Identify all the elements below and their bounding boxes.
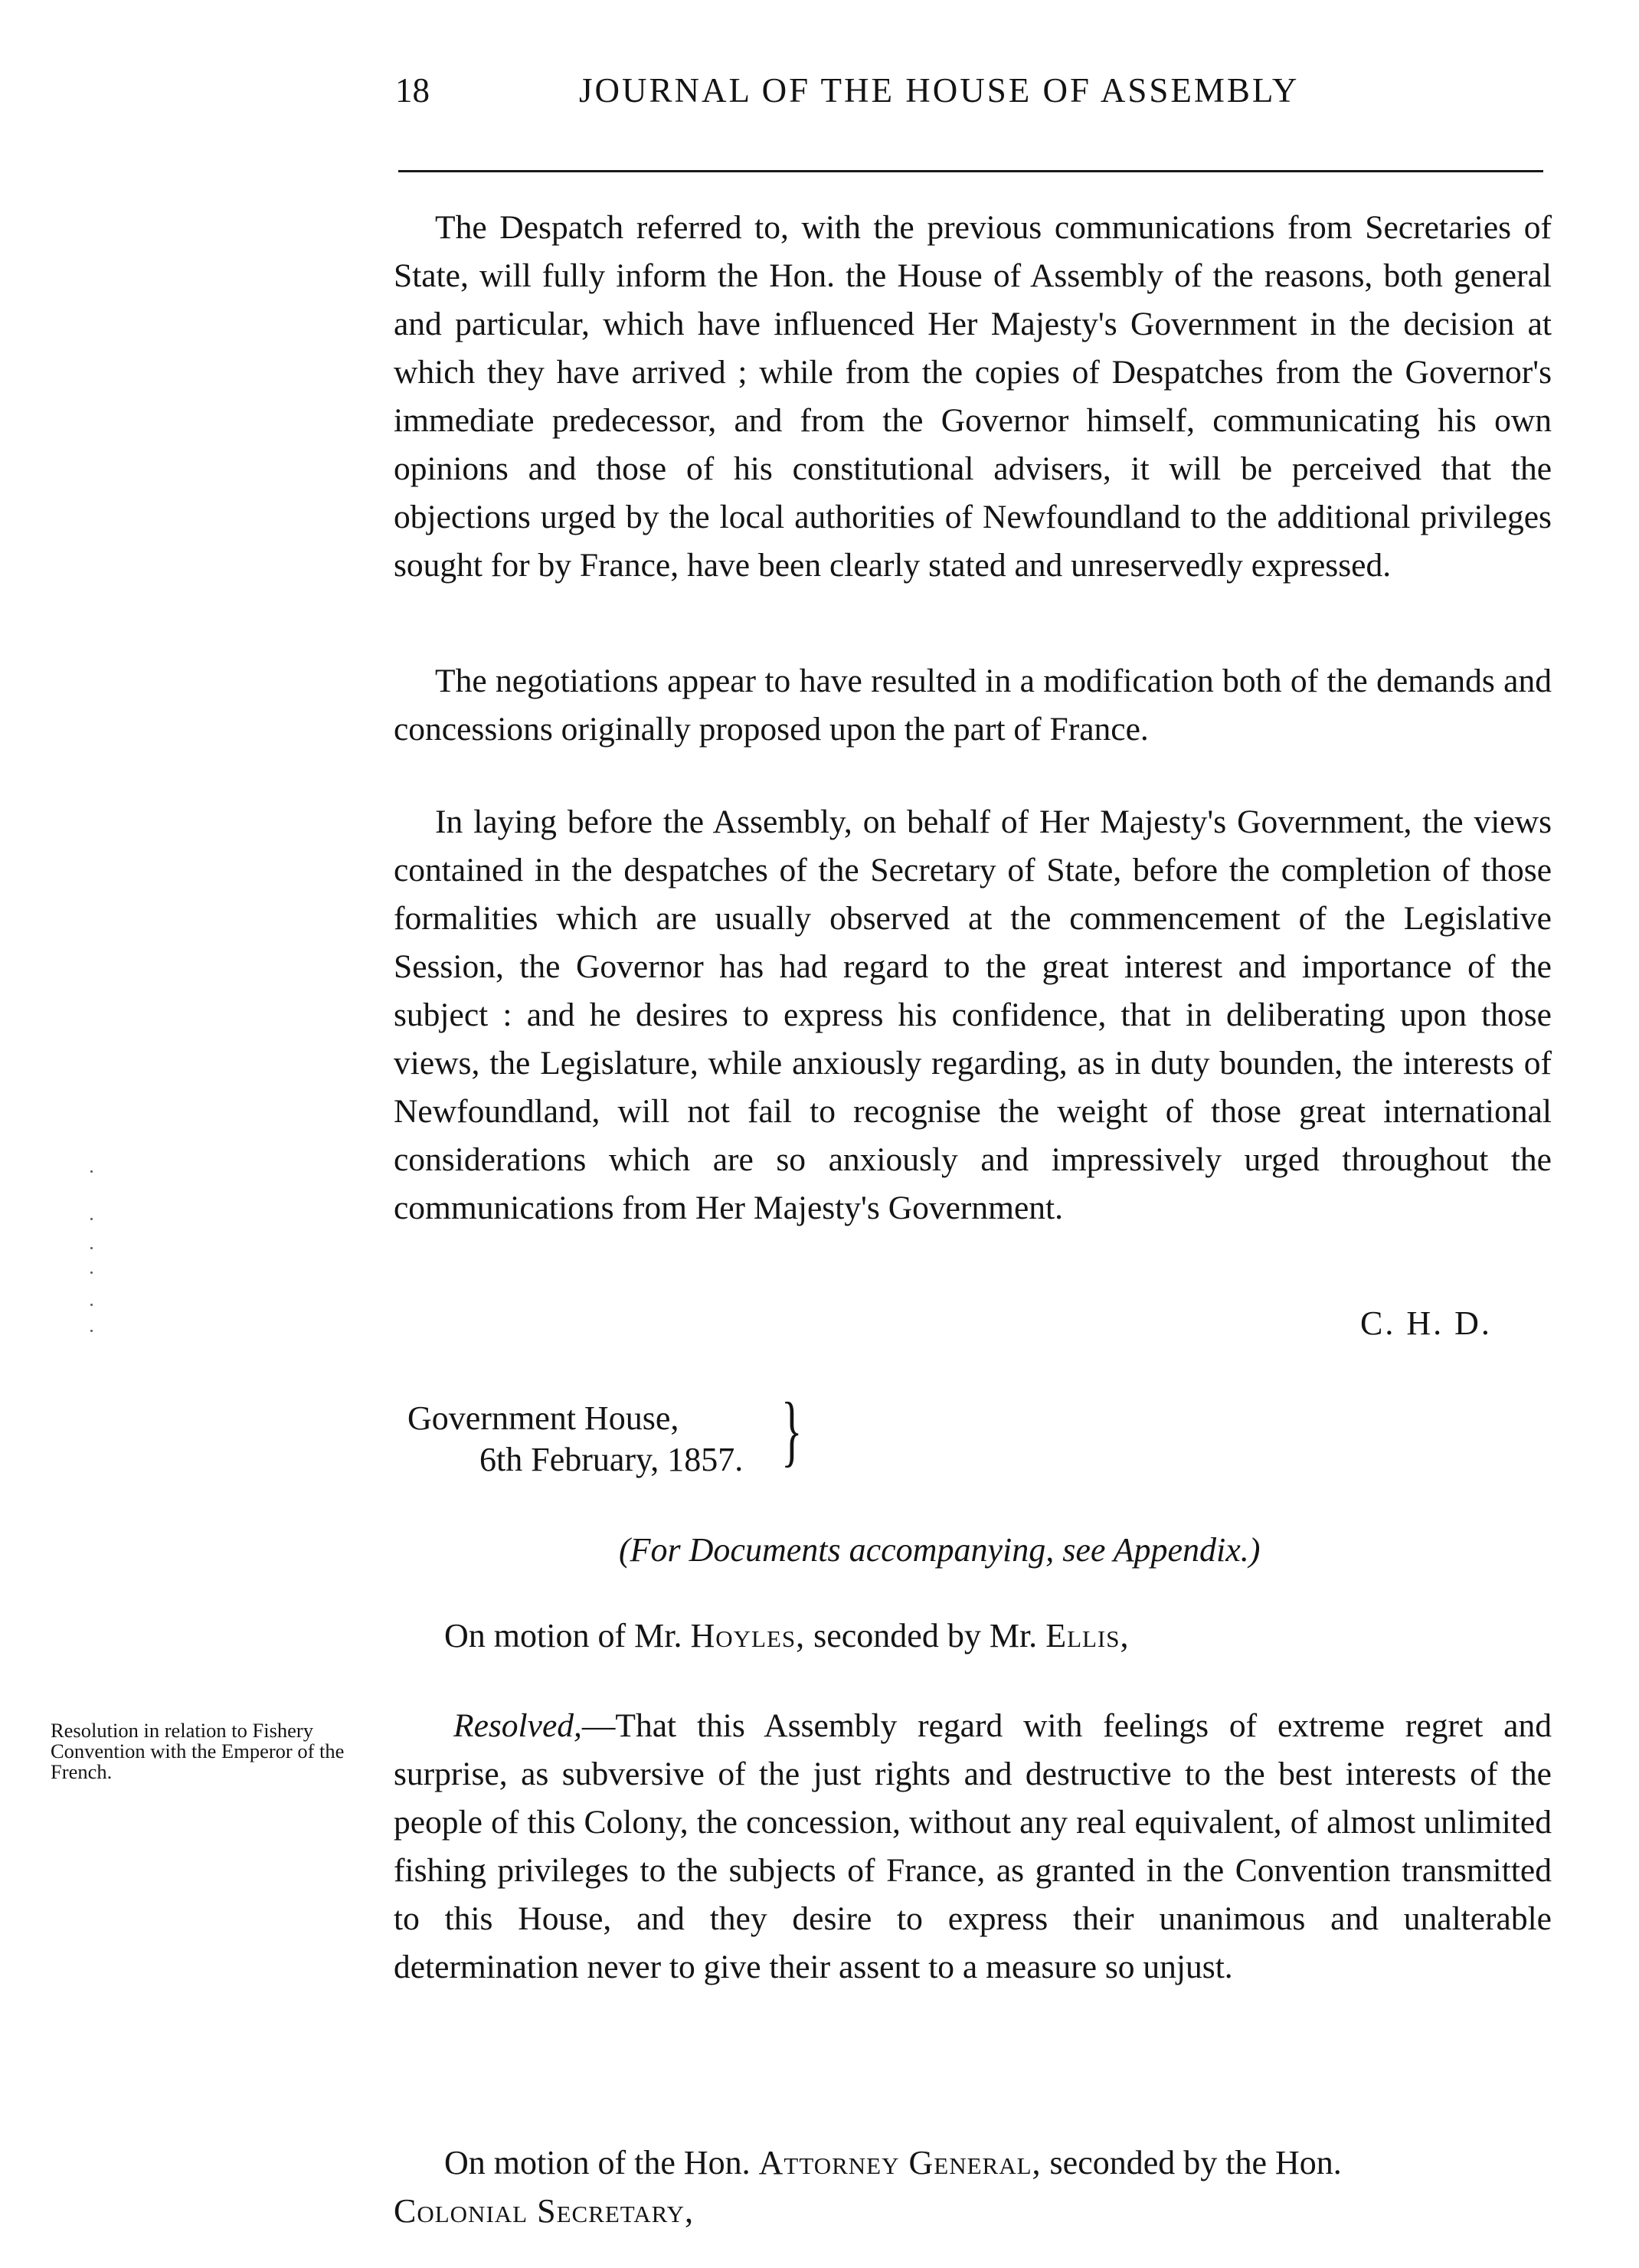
page-number: 18: [395, 71, 430, 110]
margin-speck: [90, 1304, 93, 1306]
margin-speck: [90, 1170, 93, 1173]
motion-prefix: On motion of the Hon.: [444, 2144, 751, 2181]
motion-mover: Hoyles,: [690, 1617, 806, 1654]
paragraph-negotiations: The negotiations appear to have resulted in a modification both of the demands and concessions originally proposed upon the part of France.: [394, 663, 1552, 748]
motion-middle: seconded by the Hon.: [1049, 2144, 1342, 2181]
resolution-text: —That this Assembly regard with feelings of extreme regret and surprise, as subversive of the just rights and destructive to the best interests of the people of this Colony, the concession, without any real equivalent, of almost unlimited fishing privileges to the subjects of France, as granted in the Convention transmitted to this House, and they desire to express their unanimous and unalterable determination never to give their assent to a measure so unjust.: [394, 1707, 1552, 1985]
motion-seconder: Colonial Secretary,: [394, 2192, 694, 2230]
paragraph-laying-before: In laying before the Assembly, on behalf of Her Majesty's Government, the views contained in the despatches of the Secretary of State, before the completion of those formalities which are usually observed at the commencement of the Legislative Session, the Governor has had regard to the great interest and importance of the subject : and he desires to express his confidence, that in deliberating upon those views, the Legislature, while anxiously regarding, as in duty bounden, the interests of Newfoundland, will not fail to recognise the weight of those great international considerations which are so anxiously and impressively urged throughout the communications from Her Majesty's Government.: [394, 803, 1552, 1226]
running-head: JOURNAL OF THE HOUSE OF ASSEMBLY: [579, 71, 1300, 110]
motion-hoyles: [444, 1612, 1547, 1660]
margin-speck: [90, 1271, 93, 1274]
brace: }: [781, 1386, 803, 1474]
margin-side-note: Resolution in relation to Fishery Convention with the Emperor of the French.: [51, 1719, 345, 1783]
header-rule: [398, 170, 1543, 172]
resolution-paragraph: [394, 1702, 1552, 1991]
motion-attorney-general: [394, 2139, 1547, 2235]
margin-speck: [90, 1247, 93, 1249]
motion-seconder: Ellis,: [1045, 1617, 1130, 1654]
date-line: 6th February, 1857.: [479, 1441, 744, 1478]
margin-speck: [90, 1330, 93, 1332]
motion-prefix: On motion of Mr.: [444, 1617, 682, 1654]
margin-speck: [90, 1218, 93, 1220]
motion-mover: Attorney General,: [758, 2144, 1042, 2181]
place-line: Government House,: [407, 1399, 679, 1437]
resolved-word: Resolved,: [453, 1707, 582, 1744]
motion-middle: seconded by Mr.: [813, 1617, 1038, 1654]
signature: C. H. D.: [1360, 1304, 1492, 1342]
paragraph-despatch: The Despatch referred to, with the previous communications from Secretaries of State, will fully inform the Hon. the House of Assembly of the reasons, both general and particular, which have influenced Her Majesty's Government in the decision at which they have arrived ; while from the copies of Despatches from the Governor's immediate predecessor, and from the Governor himself, communicating his own opinions and those of his constitutional advisers, it will be perceived that the objections urged by the local authorities of Newfoundland to the additional privileges sought for by France, have been clearly stated and unreservedly expressed.: [394, 209, 1552, 584]
appendix-note: (For Documents accompanying, see Appendix.): [619, 1531, 1261, 1569]
